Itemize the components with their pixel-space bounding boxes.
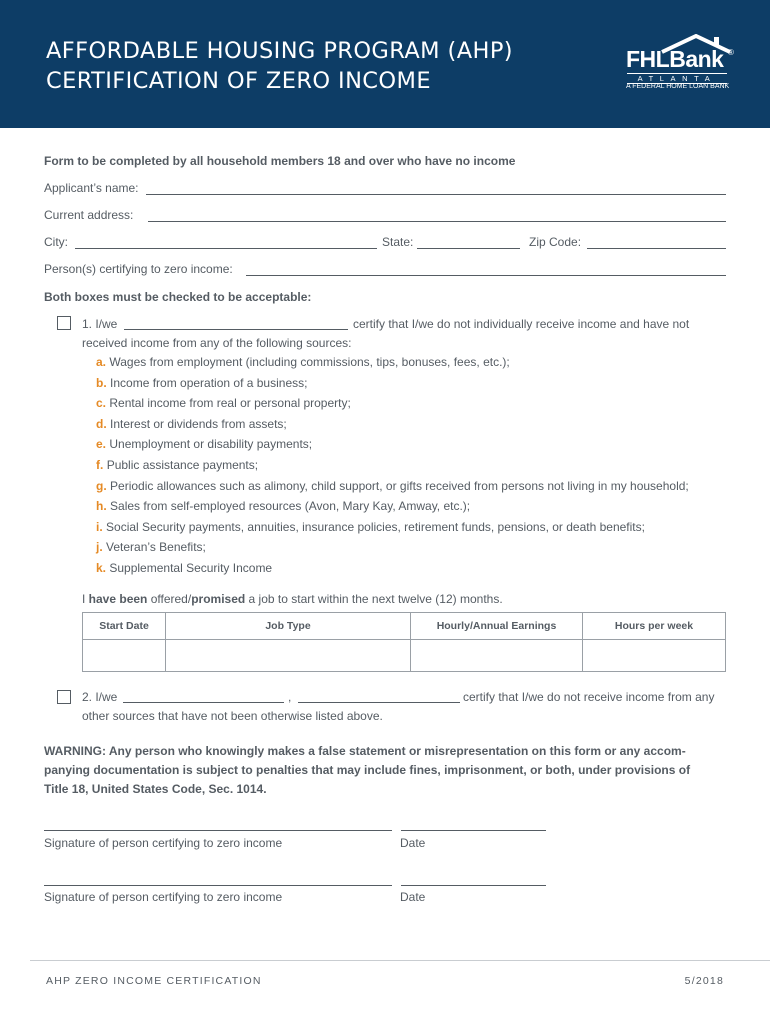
both-boxes-note: Both boxes must be checked to be acceptable:: [44, 290, 312, 304]
item-1-statement: certify that I/we do not individually receive income and have not: [353, 317, 690, 331]
item-1-name-field[interactable]: [124, 329, 348, 330]
source-text: Public assistance payments;: [106, 458, 259, 472]
source-text: Sales from self-employed resources (Avon, Mary Kay, Amway, etc.);: [110, 499, 471, 514]
source-letter: b.: [96, 375, 107, 390]
title-line-1: AFFORDABLE HOUSING PROGRAM (AHP): [46, 38, 513, 64]
job-statement-have-been: have been: [88, 592, 148, 606]
job-statement-end: a job to start within the next twelve (12) months.: [245, 592, 503, 606]
page-title: [46, 36, 513, 96]
source-letter: a.: [96, 355, 107, 369]
footer-divider: [30, 960, 770, 961]
column-header-job-type: Job Type: [166, 613, 411, 640]
title-line-2: CERTIFICATION OF ZERO INCOME: [46, 68, 431, 94]
job-offer-statement: [82, 592, 503, 606]
income-source-item: [96, 437, 312, 451]
job-type-cell[interactable]: [166, 640, 411, 672]
column-header-start-date: Start Date: [83, 613, 166, 640]
source-letter: e.: [96, 437, 107, 452]
warning-line-2: panying documentation is subject to penalties that may include fines, imprisonment, or both, under provisions of: [44, 763, 691, 777]
fhlbank-logo: [624, 34, 736, 94]
source-letter: h.: [96, 499, 107, 514]
item-2-name-field-1[interactable]: [123, 702, 284, 703]
source-letter: k.: [96, 561, 107, 575]
form-instruction: Form to be completed by all household members 18 and over who have no income: [44, 154, 516, 168]
income-source-item: [96, 479, 689, 493]
income-source-item: [96, 499, 470, 513]
logo-wordmark: FHLBank: [626, 46, 724, 72]
income-source-item: [96, 458, 258, 472]
job-offer-table: [82, 612, 726, 672]
source-text: Interest or dividends from assets;: [110, 416, 287, 431]
warning-line-1: WARNING: Any person who knowingly makes a false statement or misrepresentation on this form or any accom-: [44, 744, 686, 758]
source-letter: i.: [96, 519, 103, 534]
applicant-name-label: Applicant’s name:: [44, 181, 139, 195]
source-text: Veteran’s Benefits;: [106, 540, 206, 555]
item-1-checkbox[interactable]: [57, 316, 71, 330]
signature-line-2[interactable]: [44, 885, 392, 886]
current-address-field[interactable]: [148, 221, 726, 222]
date-label-1: Date: [400, 836, 426, 850]
table-row: [83, 640, 726, 672]
signature-label-2: Signature of person certifying to zero income: [44, 890, 283, 904]
source-letter: c.: [96, 396, 107, 411]
persons-certifying-label: Person(s) certifying to zero income:: [44, 262, 233, 276]
signature-label-1: Signature of person certifying to zero income: [44, 836, 283, 850]
income-source-item: [96, 540, 206, 554]
zip-code-label: Zip Code:: [529, 235, 582, 249]
source-letter: f.: [96, 458, 104, 472]
item-1-statement-cont: received income from any of the following sources:: [82, 336, 352, 350]
source-letter: g.: [96, 478, 107, 493]
logo-tagline: A FEDERAL HOME LOAN BANK: [626, 83, 730, 90]
earnings-cell[interactable]: [411, 640, 583, 672]
source-text: Rental income from real or personal property;: [109, 396, 351, 411]
footer-date: 5/2018: [684, 975, 724, 987]
date-line-1[interactable]: [401, 830, 546, 831]
source-letter: d.: [96, 416, 107, 431]
footer-form-name: AHP ZERO INCOME CERTIFICATION: [46, 975, 262, 987]
job-statement-offered: offered/: [147, 592, 192, 606]
column-header-earnings: Hourly/Annual Earnings: [411, 613, 583, 640]
job-statement-part1: I: [82, 592, 89, 606]
item-2-statement-cont: other sources that have not been otherwise listed above.: [82, 709, 383, 723]
item-1-prefix: 1. I/we: [82, 317, 118, 331]
date-line-2[interactable]: [401, 885, 546, 886]
state-field[interactable]: [417, 248, 520, 249]
signature-line-1[interactable]: [44, 830, 392, 831]
item-2-checkbox[interactable]: [57, 690, 71, 704]
income-source-item: [96, 355, 510, 369]
source-text: Wages from employment (including commissions, tips, bonuses, fees, etc.);: [109, 355, 510, 369]
date-label-2: Date: [400, 890, 426, 904]
source-text: Social Security payments, annuities, insurance policies, retirement funds, pensions, or death benefits;: [106, 519, 645, 534]
current-address-label: Current address:: [44, 208, 134, 222]
income-source-item: [96, 561, 272, 575]
source-text: Income from operation of a business;: [110, 375, 308, 390]
persons-certifying-field[interactable]: [246, 275, 726, 276]
logo-city: ATLANTA: [627, 73, 727, 84]
start-date-cell[interactable]: [83, 640, 166, 672]
warning-line-3: Title 18, United States Code, Sec. 1014.: [44, 782, 267, 796]
source-text: Periodic allowances such as alimony, child support, or gifts received from persons not living in my household;: [110, 478, 689, 493]
registered-mark: ®: [728, 48, 734, 57]
source-text: Unemployment or disability payments;: [109, 437, 313, 452]
source-letter: j.: [96, 540, 103, 555]
header-banner: [0, 0, 770, 128]
item-2-statement: certify that I/we do not receive income from any: [463, 690, 715, 704]
income-source-item: [96, 520, 645, 534]
income-source-item: [96, 396, 351, 410]
income-source-item: [96, 376, 307, 390]
table-header-row: [83, 613, 726, 640]
column-header-hours: Hours per week: [583, 613, 726, 640]
city-field[interactable]: [75, 248, 377, 249]
state-label: State:: [382, 235, 414, 249]
item-2-comma: ,: [288, 690, 292, 704]
hours-cell[interactable]: [583, 640, 726, 672]
item-2-prefix: 2. I/we: [82, 690, 118, 704]
warning-notice: [44, 742, 734, 799]
income-source-item: [96, 417, 287, 431]
item-2-name-field-2[interactable]: [298, 702, 460, 703]
applicant-name-field[interactable]: [146, 194, 726, 195]
source-text: Supplemental Security Income: [109, 561, 273, 575]
zip-code-field[interactable]: [587, 248, 726, 249]
city-label: City:: [44, 235, 68, 249]
job-statement-promised: promised: [191, 592, 246, 606]
